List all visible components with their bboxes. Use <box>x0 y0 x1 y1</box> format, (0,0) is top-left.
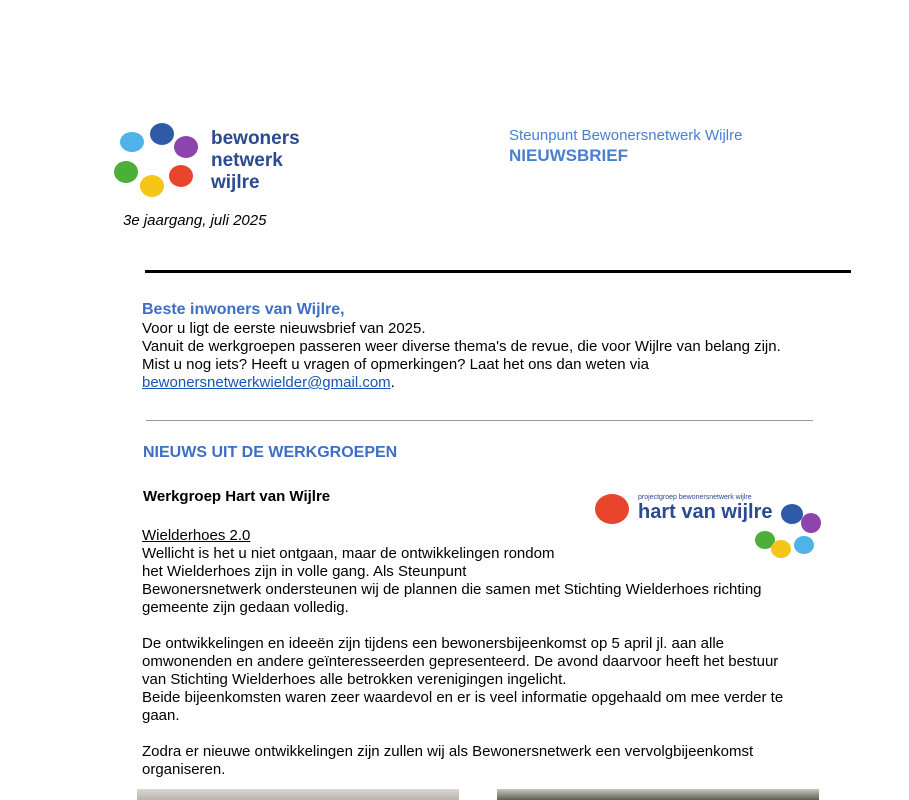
para2-line-5: gaan. <box>142 707 180 724</box>
intro-block <box>142 300 832 392</box>
hart-logo-title: hart van wijlre <box>638 501 773 523</box>
logo-line-3: wijlre <box>211 172 260 193</box>
logo-line-2: netwerk <box>211 150 283 171</box>
section-title: NIEUWS UIT DE WERKGROEPEN <box>143 444 398 461</box>
flower-petals-icon <box>112 120 207 202</box>
intro-email-line <box>142 374 832 392</box>
para2-line-4: Beide bijeenkomsten waren zeer waardevol en er is veel informatie opgehaald om mee verder te <box>142 689 784 706</box>
para1-line-1: Wellicht is het u niet ontgaan, maar de ontwikkelingen rondom <box>142 545 555 562</box>
para2-line-3: van Stichting Wielderhoes alle betrokken verenigingen ingelicht. <box>142 671 567 688</box>
para2-line-1: De ontwikkelingen en ideeën zijn tijdens een bewonersbijeenkomst op 5 april jl. aan alle <box>142 635 725 652</box>
divider-thick <box>145 270 851 273</box>
logo-wordmark <box>211 128 300 194</box>
article-subheading: Wielderhoes 2.0 <box>142 527 251 544</box>
divider-thin <box>146 420 813 421</box>
header-title: NIEUWSBRIEF <box>509 146 628 165</box>
hart-logo-small-text: projectgroep bewonersnetwerk wijlre <box>638 494 752 501</box>
intro-line-1: Voor u ligt de eerste nieuwsbrief van 2025. <box>142 320 426 337</box>
para1-line-2: het Wielderhoes zijn in volle gang. Als Steunpunt <box>142 563 467 580</box>
edition-label: 3e jaargang, juli 2025 <box>123 212 267 229</box>
greeting: Beste inwoners van Wijlre, <box>142 301 345 318</box>
article-body <box>142 527 822 779</box>
photo-right <box>497 789 819 800</box>
para2-line-2: omwonenden en andere geïnteresseerden gepresenteerd. De avond daarvoor heeft het bestuur <box>142 653 779 670</box>
intro-line-3: Mist u nog iets? Heeft u vragen of opmerkingen? Laat het ons dan weten via <box>142 356 649 373</box>
intro-line-2: Vanuit de werkgroepen passeren weer diverse thema's de revue, die voor Wijlre van belang zijn. <box>142 338 781 355</box>
header-subtitle: Steunpunt Bewonersnetwerk Wijlre <box>509 127 743 144</box>
newsletter-header <box>509 127 742 167</box>
para3-line-2: organiseren. <box>142 761 226 778</box>
photo-left <box>137 789 459 800</box>
workgroup-title: Werkgroep Hart van Wijlre <box>143 488 331 505</box>
email-suffix: . <box>390 374 395 391</box>
email-link[interactable]: bewonersnetwerkwielder@gmail.com <box>142 374 391 391</box>
para1-line-4: gemeente zijn gedaan volledig. <box>142 599 349 616</box>
logo-line-1: bewoners <box>211 128 300 149</box>
para1-line-3: Bewonersnetwerk ondersteunen wij de plannen die samen met Stichting Wielderhoes richting <box>142 581 762 598</box>
para3-line-1: Zodra er nieuwe ontwikkelingen zijn zullen wij als Bewonersnetwerk een vervolgbijeenkomst <box>142 743 754 760</box>
bewonersnetwerk-logo <box>112 120 312 202</box>
